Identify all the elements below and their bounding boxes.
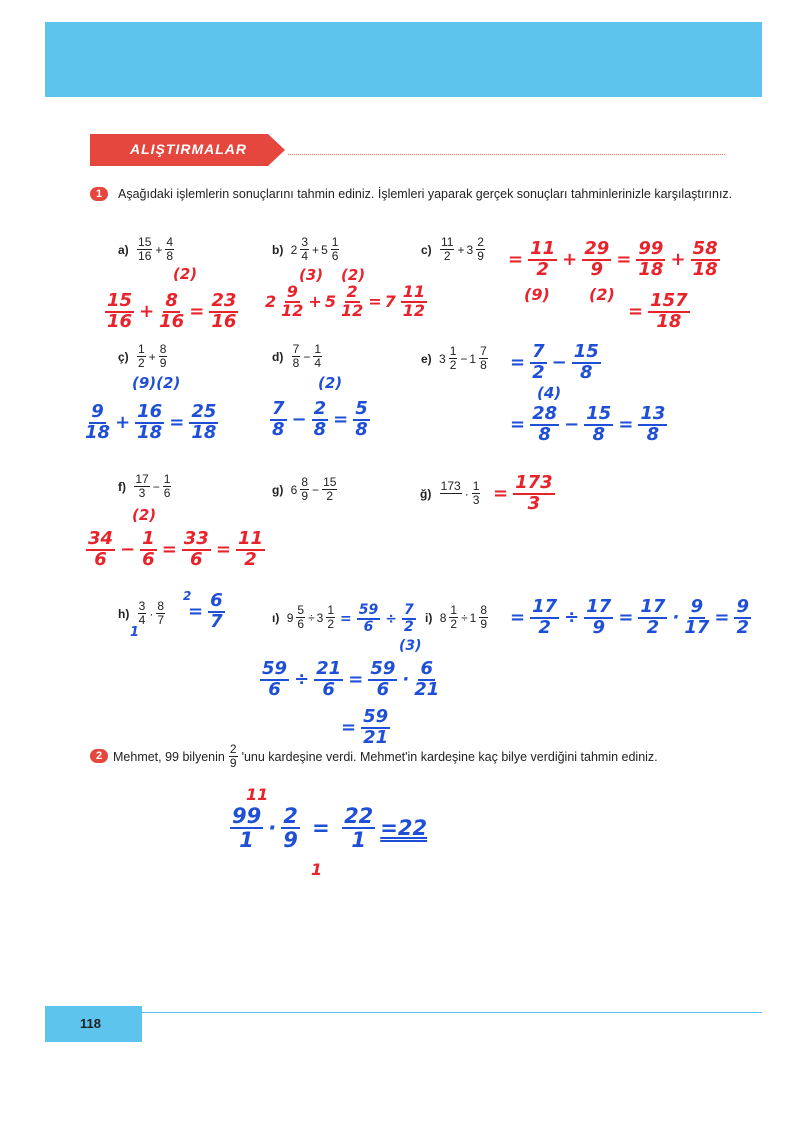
question-1-text: Aşağıdaki işlemlerin sonuçlarını tahmin ediniz. İşlemleri yaparak gerçek sonuçları tahminlerinizle karşılaştırınız. <box>118 187 733 201</box>
problem-c: c) $\frac{11}{2}$ + 3 $\frac{2}{9}$ <box>421 235 484 263</box>
hw-d-expansion: (2) <box>318 374 343 392</box>
section-title: ALIŞTIRMALAR <box>130 141 247 157</box>
problem-a: a) $\frac{15}{16}$ + $\frac{4}{8}$ <box>118 235 174 263</box>
hw-cc-expansion: (9)(2) <box>132 374 181 392</box>
hw-e-expansion: (4) <box>537 384 562 402</box>
hw-c-expansion-2: (2) <box>589 285 615 304</box>
hw-c-expansion-1: (9) <box>524 285 550 304</box>
hw-gg-work: = 173 3 <box>493 472 553 514</box>
hw-i-result: = 59 21 <box>341 706 389 748</box>
question-2-text: Mehmet, 99 bilyenin $\frac{2}{9}$ 'unu kardeşine verdi. Mehmet'in kardeşine kaç bilye verdiğini tahmin ediniz. <box>113 742 658 770</box>
hw-i-work-1: = 59 6 ÷ 7 2 <box>340 602 414 635</box>
hw-c-result: = 157 18 <box>628 290 688 332</box>
hw-q2-work: 99 1 · 2 9 = $\frac{22}{1}$ =22 <box>232 804 428 853</box>
problem-h: h) $\frac{3}{4}$ · $\frac{8}{7}$ <box>118 599 165 627</box>
hw-h-cancel-top: 2 <box>183 589 192 603</box>
problem-i-dotless: ı) 9 $\frac{5}{6}$ ÷ 3 $\frac{1}{2}$ <box>272 603 335 631</box>
hw-e-work-1: = 7 2 − 15 8 <box>510 341 599 383</box>
question-2-number: 2 <box>90 749 108 763</box>
hw-a-expansion: (2) <box>173 265 198 283</box>
hw-d-work: 7 8 − 2 8 = 5 8 <box>272 398 368 440</box>
problem-f: f) $\frac{17}{3}$ − $\frac{1}{6}$ <box>118 472 171 500</box>
hw-b-expansion-2: (2) <box>341 266 366 284</box>
hw-i-expansion: (3) <box>399 638 422 654</box>
hw-q2-cancel-top: 11 <box>246 785 269 804</box>
hw-i-work-2: 59 6 ÷ 21 6 = 59 6 · 6 21 <box>262 658 440 700</box>
page-number: 118 <box>80 1016 101 1031</box>
hw-f-expansion: (2) <box>132 506 157 524</box>
top-color-band <box>45 22 762 97</box>
hw-ii-work: = 17 2 ÷ 17 9 = 17 2 · 9 17 = 9 2 <box>510 596 749 638</box>
hw-cc-work: 9 18 + 16 18 = 25 18 <box>85 401 217 443</box>
hw-f-work: 34 6 − 1 6 = 33 6 = 11 2 <box>88 528 263 570</box>
problem-d: d) $\frac{7}{8}$ − $\frac{1}{4}$ <box>272 342 322 370</box>
footer-line <box>142 1012 762 1013</box>
problem-i: i) 8 $\frac{1}{2}$ ÷ 1 $\frac{8}{9}$ <box>425 603 488 631</box>
problem-g-breve: ğ) 173 · $\frac{1}{3}$ <box>420 479 480 507</box>
hw-h-cancel-bottom: 1 <box>130 625 140 640</box>
hw-b-expansion-1: (3) <box>299 266 324 284</box>
question-1-number: 1 <box>90 187 108 201</box>
hw-h-result: = 6 7 <box>188 590 223 632</box>
hw-b-work: 2 9 12 + 5 2 12 = 7 11 12 <box>265 282 426 320</box>
hw-q2-cancel-bottom: 1 <box>311 860 323 879</box>
hw-a-work: 15 16 + 8 16 = 23 16 <box>107 290 237 332</box>
problem-c-cedilla: ç) $\frac{1}{2}$ + $\frac{8}{9}$ <box>118 342 167 370</box>
hw-c-work: = 11 2 + 29 9 = 99 18 + 58 18 <box>508 238 718 280</box>
problem-e: e) 3 $\frac{1}{2}$ − 1 $\frac{7}{8}$ <box>421 344 487 372</box>
problem-b: b) 2 $\frac{3}{4}$ + 5 $\frac{1}{6}$ <box>272 235 339 263</box>
hw-e-work-2: = 28 8 − 15 8 = 13 8 <box>510 403 666 445</box>
title-divider <box>288 154 725 155</box>
problem-g: g) 6 $\frac{8}{9}$ − $\frac{15}{2}$ <box>272 475 337 503</box>
